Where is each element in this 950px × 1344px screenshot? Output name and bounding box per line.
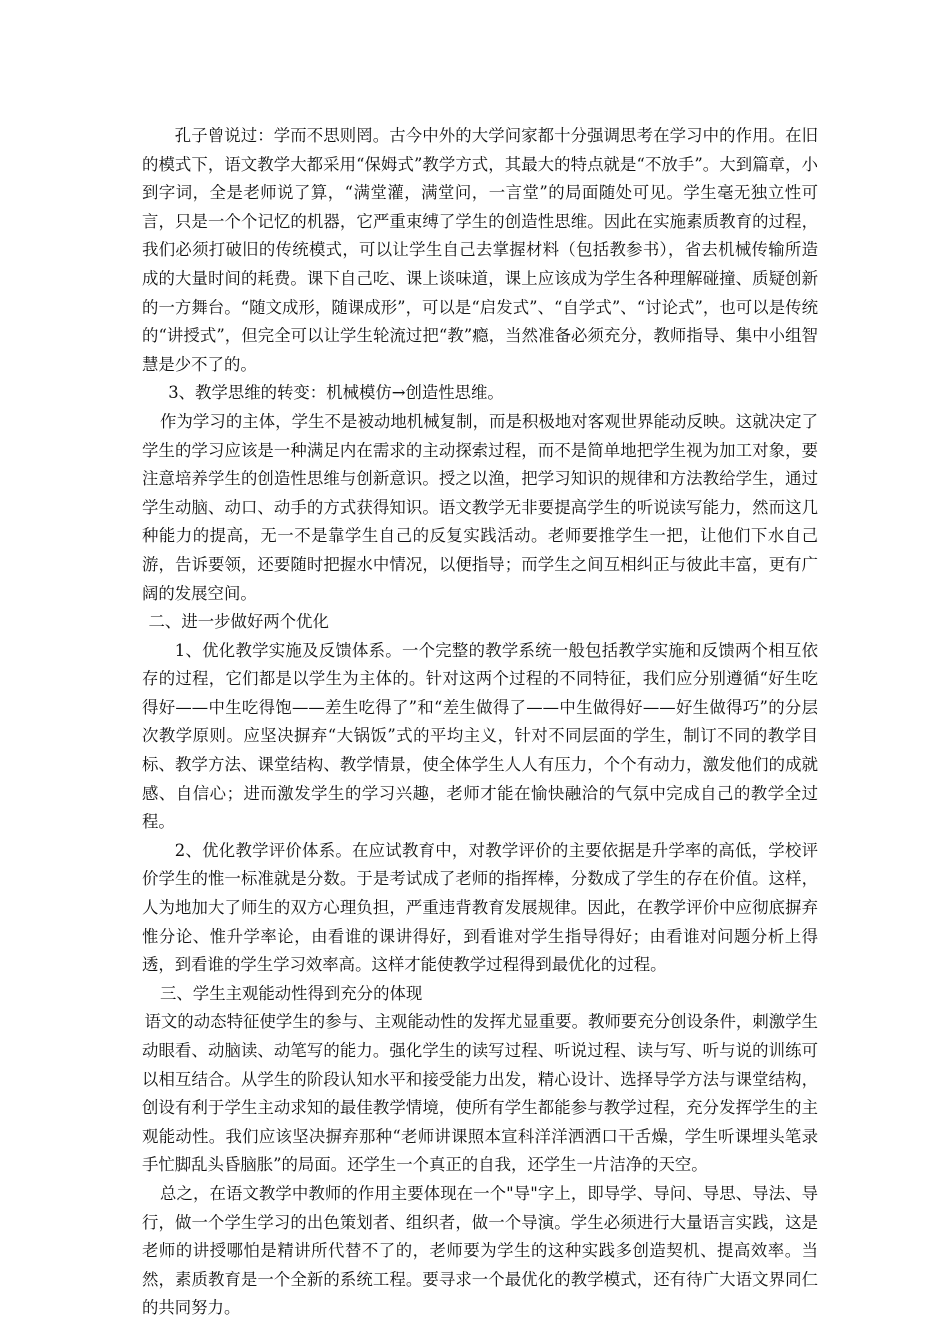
paragraph-learner-subject: 作为学习的主体，学生不是被动地机械复制，而是积极地对客观世界能动反映。这就决定了学生的学习应该是一种满足内在需求的主动探索过程，而不是简单地把学生视为加工对象，要注意培养学生的创造性思维与创新意识。授之以渔，把学习知识的规律和方法教给学生，通过学生动脑、动口、动手的方式获得知识。语文教学无非要提高学生的听说读写能力，然而这几种能力的提高，无一不是靠学生自己的反复实践活动。老师要推学生一把，让他们下水自己游，告诉要领，还要随时把握水中情况，以便指导；而学生之间互相纠正与彼此丰富，更有广阔的发展空间。 — [142, 411, 818, 603]
section-heading-initiative: 三、学生主观能动性得到充分的体现 — [160, 983, 423, 1003]
section-heading-3: 3、教学思维的转变：机械模仿→创造性思维。 — [168, 383, 504, 403]
paragraph-initiative: 语文的动态特征使学生的参与、主观能动性的发挥尤显重要。教师要充分创设条件，刺激学生动眼看、动脑读、动笔写的能力。强化学生的读写过程、听说过程、读与写、听与说的训练可以相互结合。从学生的阶段认知水平和接受能力出发，精心设计、选择导学方法与课堂结构，创设有利于学生主动求知的最佳教学情境，使所有学生都能参与教学过程，充分发挥学生的主观能动性。我们应该坚决摒弃那种“老师讲课照本宣科洋洋洒洒口干舌燥，学生听课埋头笔录手忙脚乱头昏脑胀”的局面。还学生一个真正的自我，还学生一片洁净的天空。 — [142, 1012, 818, 1175]
document-body — [142, 122, 818, 1323]
paragraph-optimization-2: 2、优化教学评价体系。在应试教育中，对教学评价的主要依据是升学率的高低，学校评价学生的惟一标准就是分数。于是考试成了老师的指挥棒，分数成了学生的存在价值。这样，人为地加大了师生的双方心理负担，严重违背教育发展规律。因此，在教学评价中应彻底摒弃惟分论、惟升学率论，由看谁的课讲得好，到看谁对学生指导得好；由看谁对问题分析上得透，到看谁的学生学习效率高。这样才能使教学过程得到最优化的过程。 — [142, 840, 818, 975]
section-heading-two-optimizations: 二、进一步做好两个优化 — [148, 612, 329, 632]
paragraph-conclusion: 总之，在语文教学中教师的作用主要体现在一个"导"字上，即导学、导问、导思、导法、导行，做一个学生学习的出色策划者、组织者，做一个导演。学生必须进行大量语言实践，这是老师的讲授哪怕是精讲所代替不了的，老师要为学生的这种实践多创造契机、提高效率。当然，素质教育是一个全新的系统工程。要寻求一个最优化的教学模式，还有待广大语文界同仁的共同努力。 — [142, 1183, 818, 1318]
paragraph-thinking: 孔子曾说过：学而不思则罔。古今中外的大学问家都十分强调思考在学习中的作用。在旧的模式下，语文教学大都采用“保姆式”教学方式，其最大的特点就是“不放手”。大到篇章，小到字词，全是老师说了算，“满堂灌，满堂问，一言堂”的局面随处可见。学生毫无独立性可言，只是一个个记忆的机器，它严重束缚了学生的创造性思维。因此在实施素质教育的过程，我们必须打破旧的传统模式，可以让学生自己去掌握材料（包括教参书），省去机械传输所造成的大量时间的耗费。课下自己吃、课上谈味道，课上应该成为学生各种理解碰撞、质疑创新的一方舞台。“随文成形，随课成形”，可以是“启发式”、“自学式”、“讨论式”，也可以是传统的“讲授式”，但完全可以让学生轮流过把“教”瘾，当然准备必须充分，教师指导、集中小组智慧是少不了的。 — [142, 126, 818, 374]
paragraph-optimization-1: 1、优化教学实施及反馈体系。一个完整的教学系统一般包括教学实施和反馈两个相互依存的过程，它们都是以学生为主体的。针对这两个过程的不同特征，我们应分别遵循“好生吃得好——中生吃得饱——差生吃得了”和“差生做得了——中生做得好——好生做得巧”的分层次教学原则。应坚决摒弃“大锅饭”式的平均主义，针对不同层面的学生，制订不同的教学目标、教学方法、课堂结构、教学情景，使全体学生人人有压力，个个有动力，激发他们的成就感、自信心；进而激发学生的学习兴趣，老师才能在愉快融洽的气氛中完成自己的教学全过程。 — [142, 640, 818, 832]
